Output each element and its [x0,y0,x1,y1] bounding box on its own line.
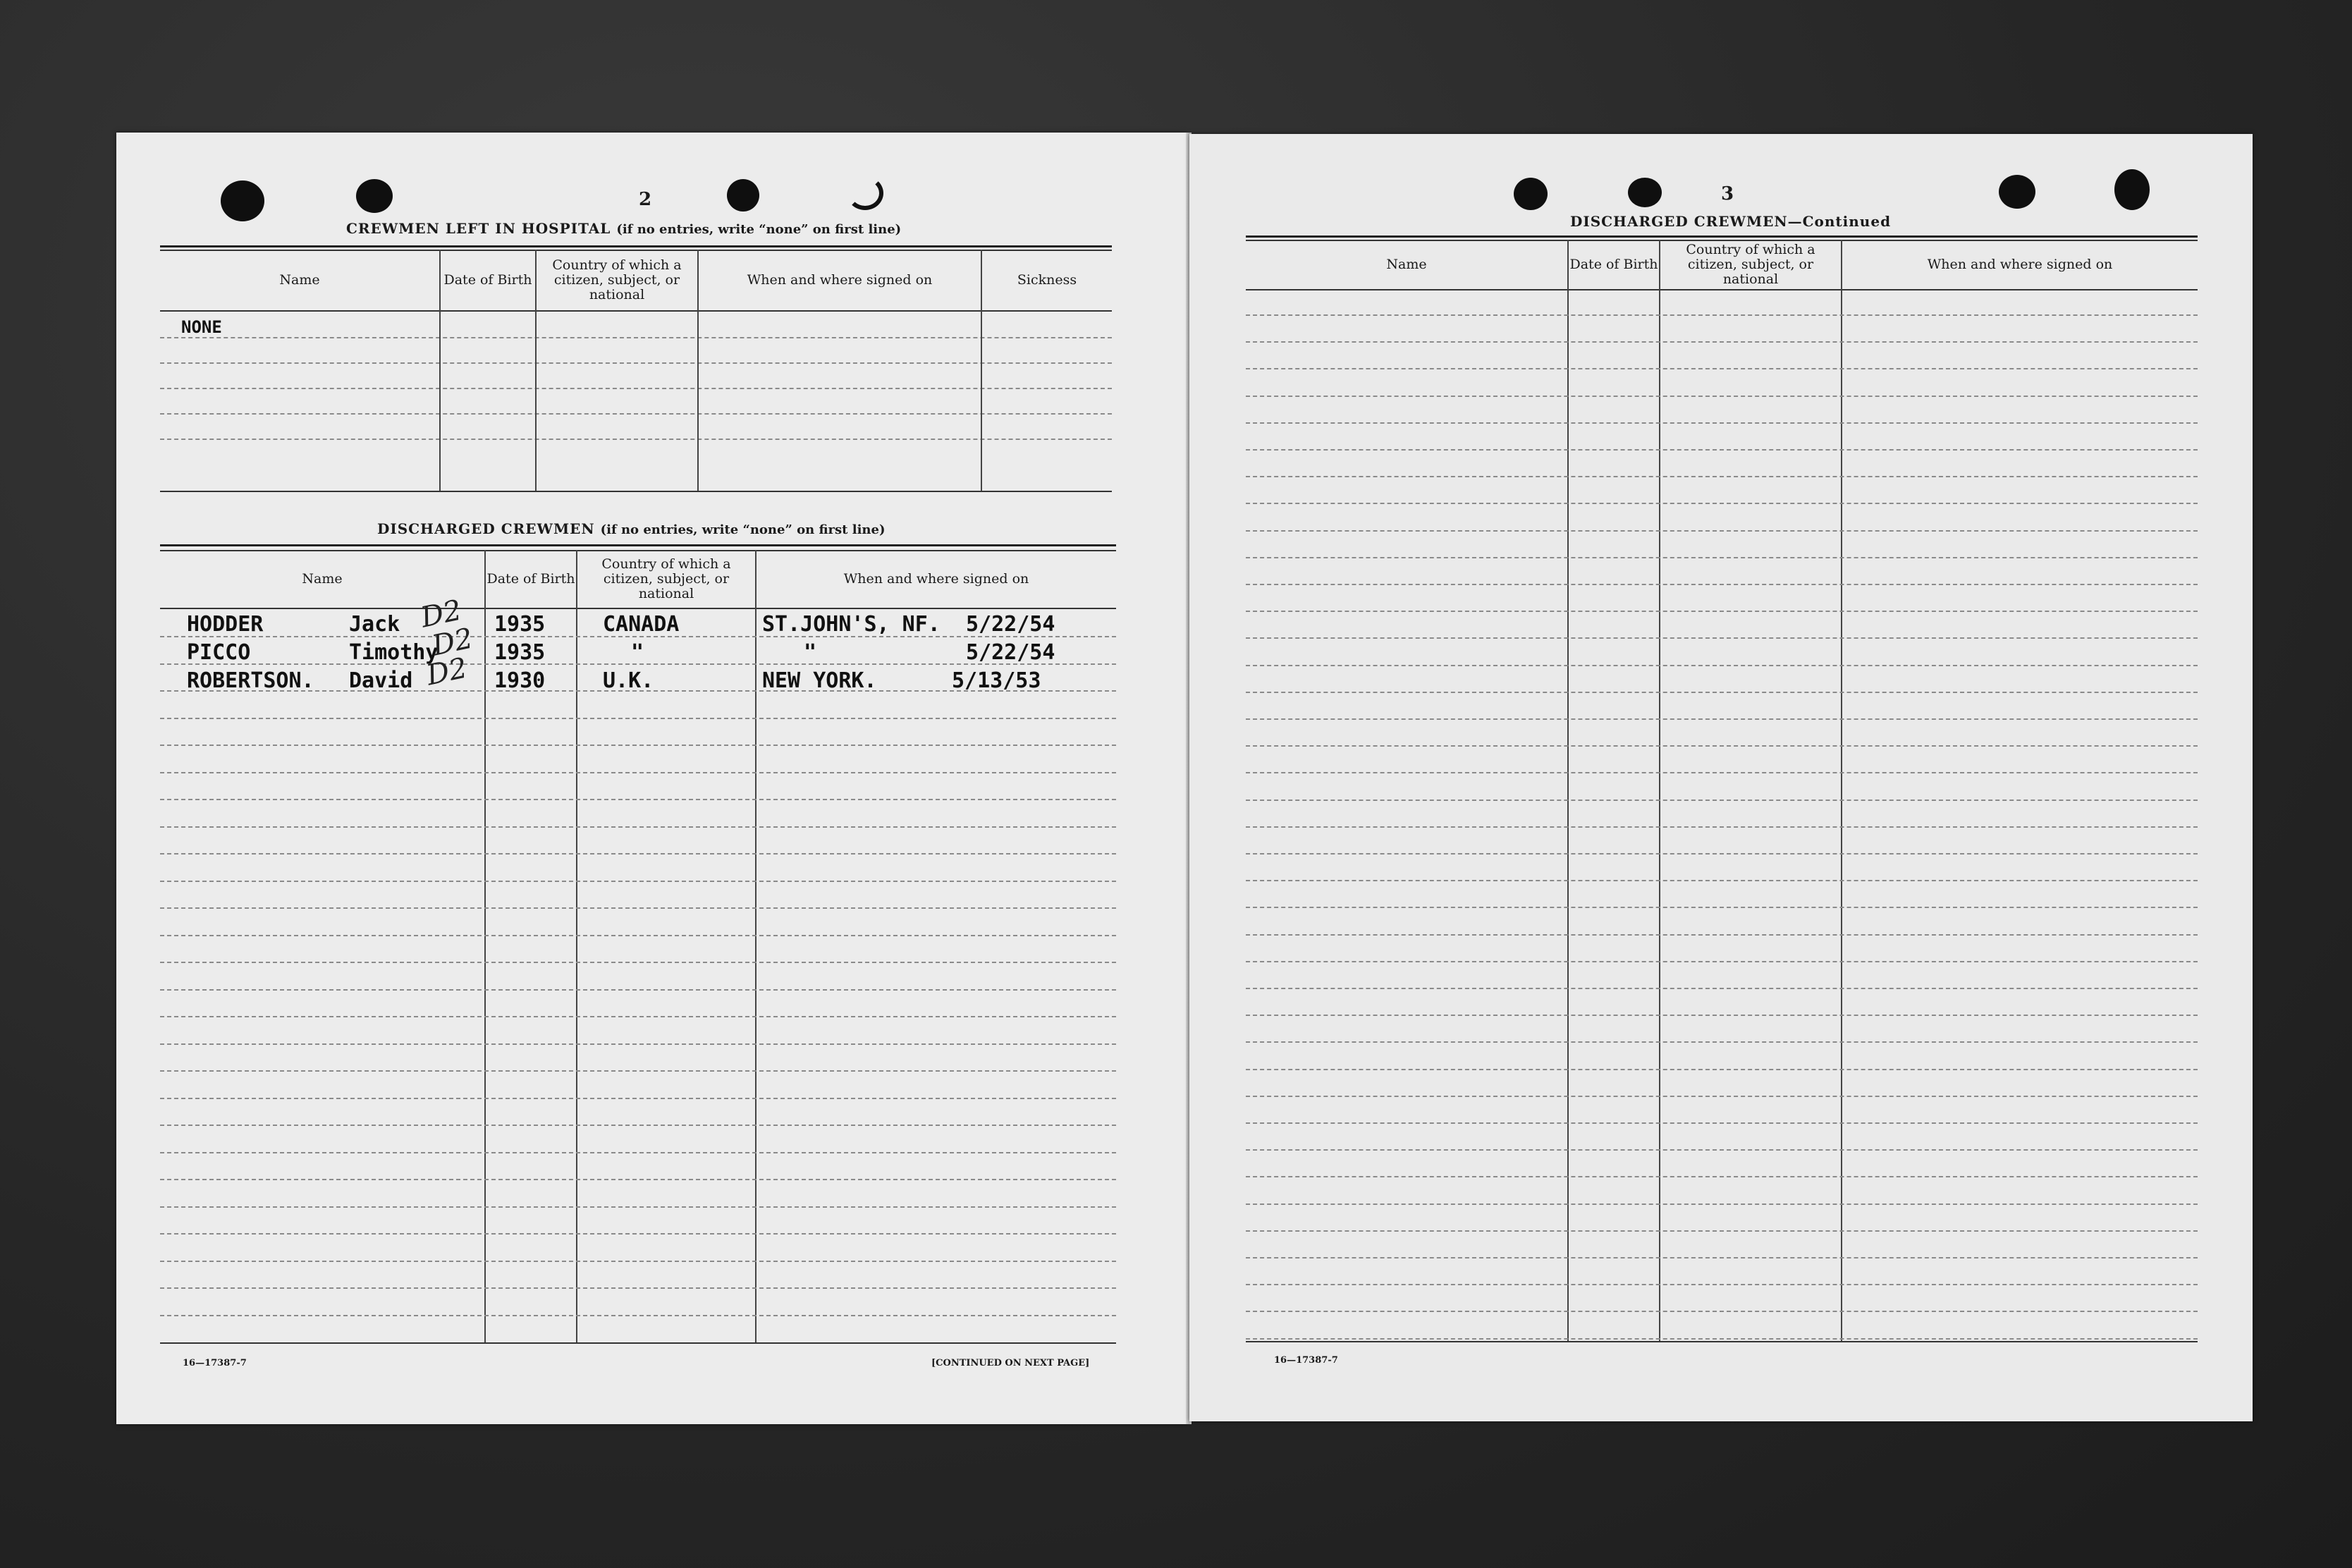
entry-line [160,962,1116,963]
entry-line [160,1098,1116,1099]
form-number: 16—17387-7 [183,1358,247,1368]
page-number: 3 [1720,183,1734,204]
entry-line [1246,530,2198,532]
entry-line [160,1233,1116,1235]
hospital-title-text: CREWMEN LEFT IN HOSPITAL [346,220,611,237]
form-number: 16—17387-7 [1274,1355,1338,1366]
discharged-section-title [377,520,885,537]
entry-line [1246,449,2198,451]
row-dob: 1935 [494,612,546,637]
punch-hole [1628,178,1662,207]
entry-line [1246,476,2198,477]
col-divider [439,250,441,491]
entry-line [1246,422,2198,424]
hospital-title-note: (if no entries, write “none” on first line) [616,222,902,237]
entry-line [1246,341,2198,343]
entry-line [160,337,1112,338]
col-header-country: Country of which a citizen, subject, or national [1686,241,1815,287]
col-header-signed: When and where signed on [843,570,1029,587]
punch-hole [221,180,264,221]
entry-line [1246,1149,2198,1151]
col-header-sickness: Sickness [1017,271,1077,288]
rule [160,491,1112,492]
entry-line [160,1125,1116,1126]
rule [160,544,1116,546]
row-dob: 1930 [494,668,546,693]
entry-line [160,1287,1116,1289]
col-header-signed: When and where signed on [747,271,933,288]
row-surname: HODDER [187,612,264,637]
entry-line [1246,718,2198,720]
col-header-dob: Date of Birth [443,271,532,288]
entry-line [1246,557,2198,558]
entry-line [160,881,1116,882]
entry-line [1246,1069,2198,1070]
entry-line [1246,1284,2198,1285]
rule [1246,289,2198,290]
col-divider [755,550,757,1342]
hospital-section-title [346,220,901,237]
col-header-name: Name [1386,256,1427,272]
entry-line [1246,692,2198,693]
entry-line [160,935,1116,936]
entry-line [1246,961,2198,962]
row-date: 5/13/53 [952,668,1041,693]
entry-line [1246,396,2198,397]
entry-line [160,826,1116,828]
entry-line [160,853,1116,855]
punch-hole [356,179,393,213]
punch-hole [1514,178,1548,210]
hospital-entry-none: NONE [181,317,222,337]
row-country: U.K. [603,668,654,693]
entry-line [160,1179,1116,1180]
entry-line [160,799,1116,800]
entry-line [160,1206,1116,1208]
entry-line [1246,1122,2198,1124]
punch-hole [2114,169,2150,210]
entry-line [1246,826,2198,828]
punch-hole [1999,175,2035,209]
row-given-name: David [349,668,413,693]
right-page [1189,134,2253,1421]
row-country: CANADA [603,612,680,637]
col-divider [535,250,537,491]
entry-line [1246,1041,2198,1043]
entry-line [160,718,1116,719]
entry-line [1246,584,2198,585]
entry-line [1246,880,2198,881]
left-page [116,133,1187,1424]
rule [160,1342,1116,1344]
entry-line [160,772,1116,773]
row-dob: 1935 [494,640,546,665]
discharged-title-note: (if no entries, write “none” on first line) [600,522,886,537]
col-divider [981,250,982,491]
punch-hole [727,179,759,212]
entry-line [1246,853,2198,855]
entry-line [1246,1096,2198,1097]
entry-line [1246,1338,2198,1340]
row-surname: ROBERTSON. [187,668,314,693]
rule [160,608,1116,609]
handwritten-mark: D2 [423,651,470,692]
col-header-country: Country of which a citizen, subject, or national [601,556,731,601]
entry-line [160,1261,1116,1262]
row-given-name: Jack [349,612,400,637]
entry-line [160,439,1112,440]
discharged-title-text: DISCHARGED CREWMEN [377,520,595,537]
entry-line [1246,637,2198,639]
handwritten-mark: D2 [417,594,465,635]
entry-line [160,1070,1116,1072]
rule [160,245,1112,247]
entry-line [1246,800,2198,801]
entry-line [1246,1176,2198,1177]
entry-line [1246,665,2198,666]
entry-line [160,388,1112,389]
entry-line [1246,907,2198,908]
entry-line [1246,368,2198,369]
col-header-dob: Date of Birth [486,570,575,587]
col-divider [576,550,577,1342]
entry-line [160,1315,1116,1316]
entry-line [1246,1230,2198,1232]
entry-line [160,413,1112,415]
row-date: 5/22/54 [966,612,1055,637]
entry-line [1246,314,2198,316]
entry-line [1246,745,2198,747]
entry-line [1246,1015,2198,1016]
right-section-title: DISCHARGED CREWMEN—Continued [1570,213,1892,230]
row-place: ST.JOHN'S, NF. [762,612,941,637]
entry-line [1246,611,2198,612]
col-header-signed: When and where signed on [1927,256,2113,272]
rule [1246,235,2198,238]
entry-line [1246,934,2198,936]
col-header-name: Name [279,271,320,288]
entry-line [160,1043,1116,1045]
entry-line [1246,772,2198,773]
punch-hole [847,176,883,210]
col-divider [484,550,486,1342]
entry-line [160,989,1116,991]
entry-line [160,745,1116,746]
entry-line [160,362,1112,364]
entry-line [1246,1257,2198,1258]
col-divider [697,250,699,491]
entry-line [160,907,1116,909]
col-header-country: Country of which a citizen, subject, or national [552,257,682,302]
row-country: " [631,640,644,665]
entry-line [1246,503,2198,504]
page-number: 2 [638,189,652,210]
col-header-name: Name [302,570,343,587]
row-given-name: Timothy [349,640,439,665]
rule [160,310,1112,312]
handwritten-mark: D2 [429,622,476,663]
continued-note: [CONTINUED ON NEXT PAGE] [931,1358,1090,1368]
row-surname: PICCO [187,640,251,665]
entry-line [160,1016,1116,1017]
row-place: " [804,640,817,665]
row-place: NEW YORK. [762,668,877,693]
entry-line [1246,1311,2198,1312]
col-header-dob: Date of Birth [1569,256,1658,272]
row-date: 5/22/54 [966,640,1055,665]
entry-line [160,1152,1116,1153]
entry-line [1246,988,2198,989]
entry-line [1246,1203,2198,1205]
rule [1246,1341,2198,1342]
